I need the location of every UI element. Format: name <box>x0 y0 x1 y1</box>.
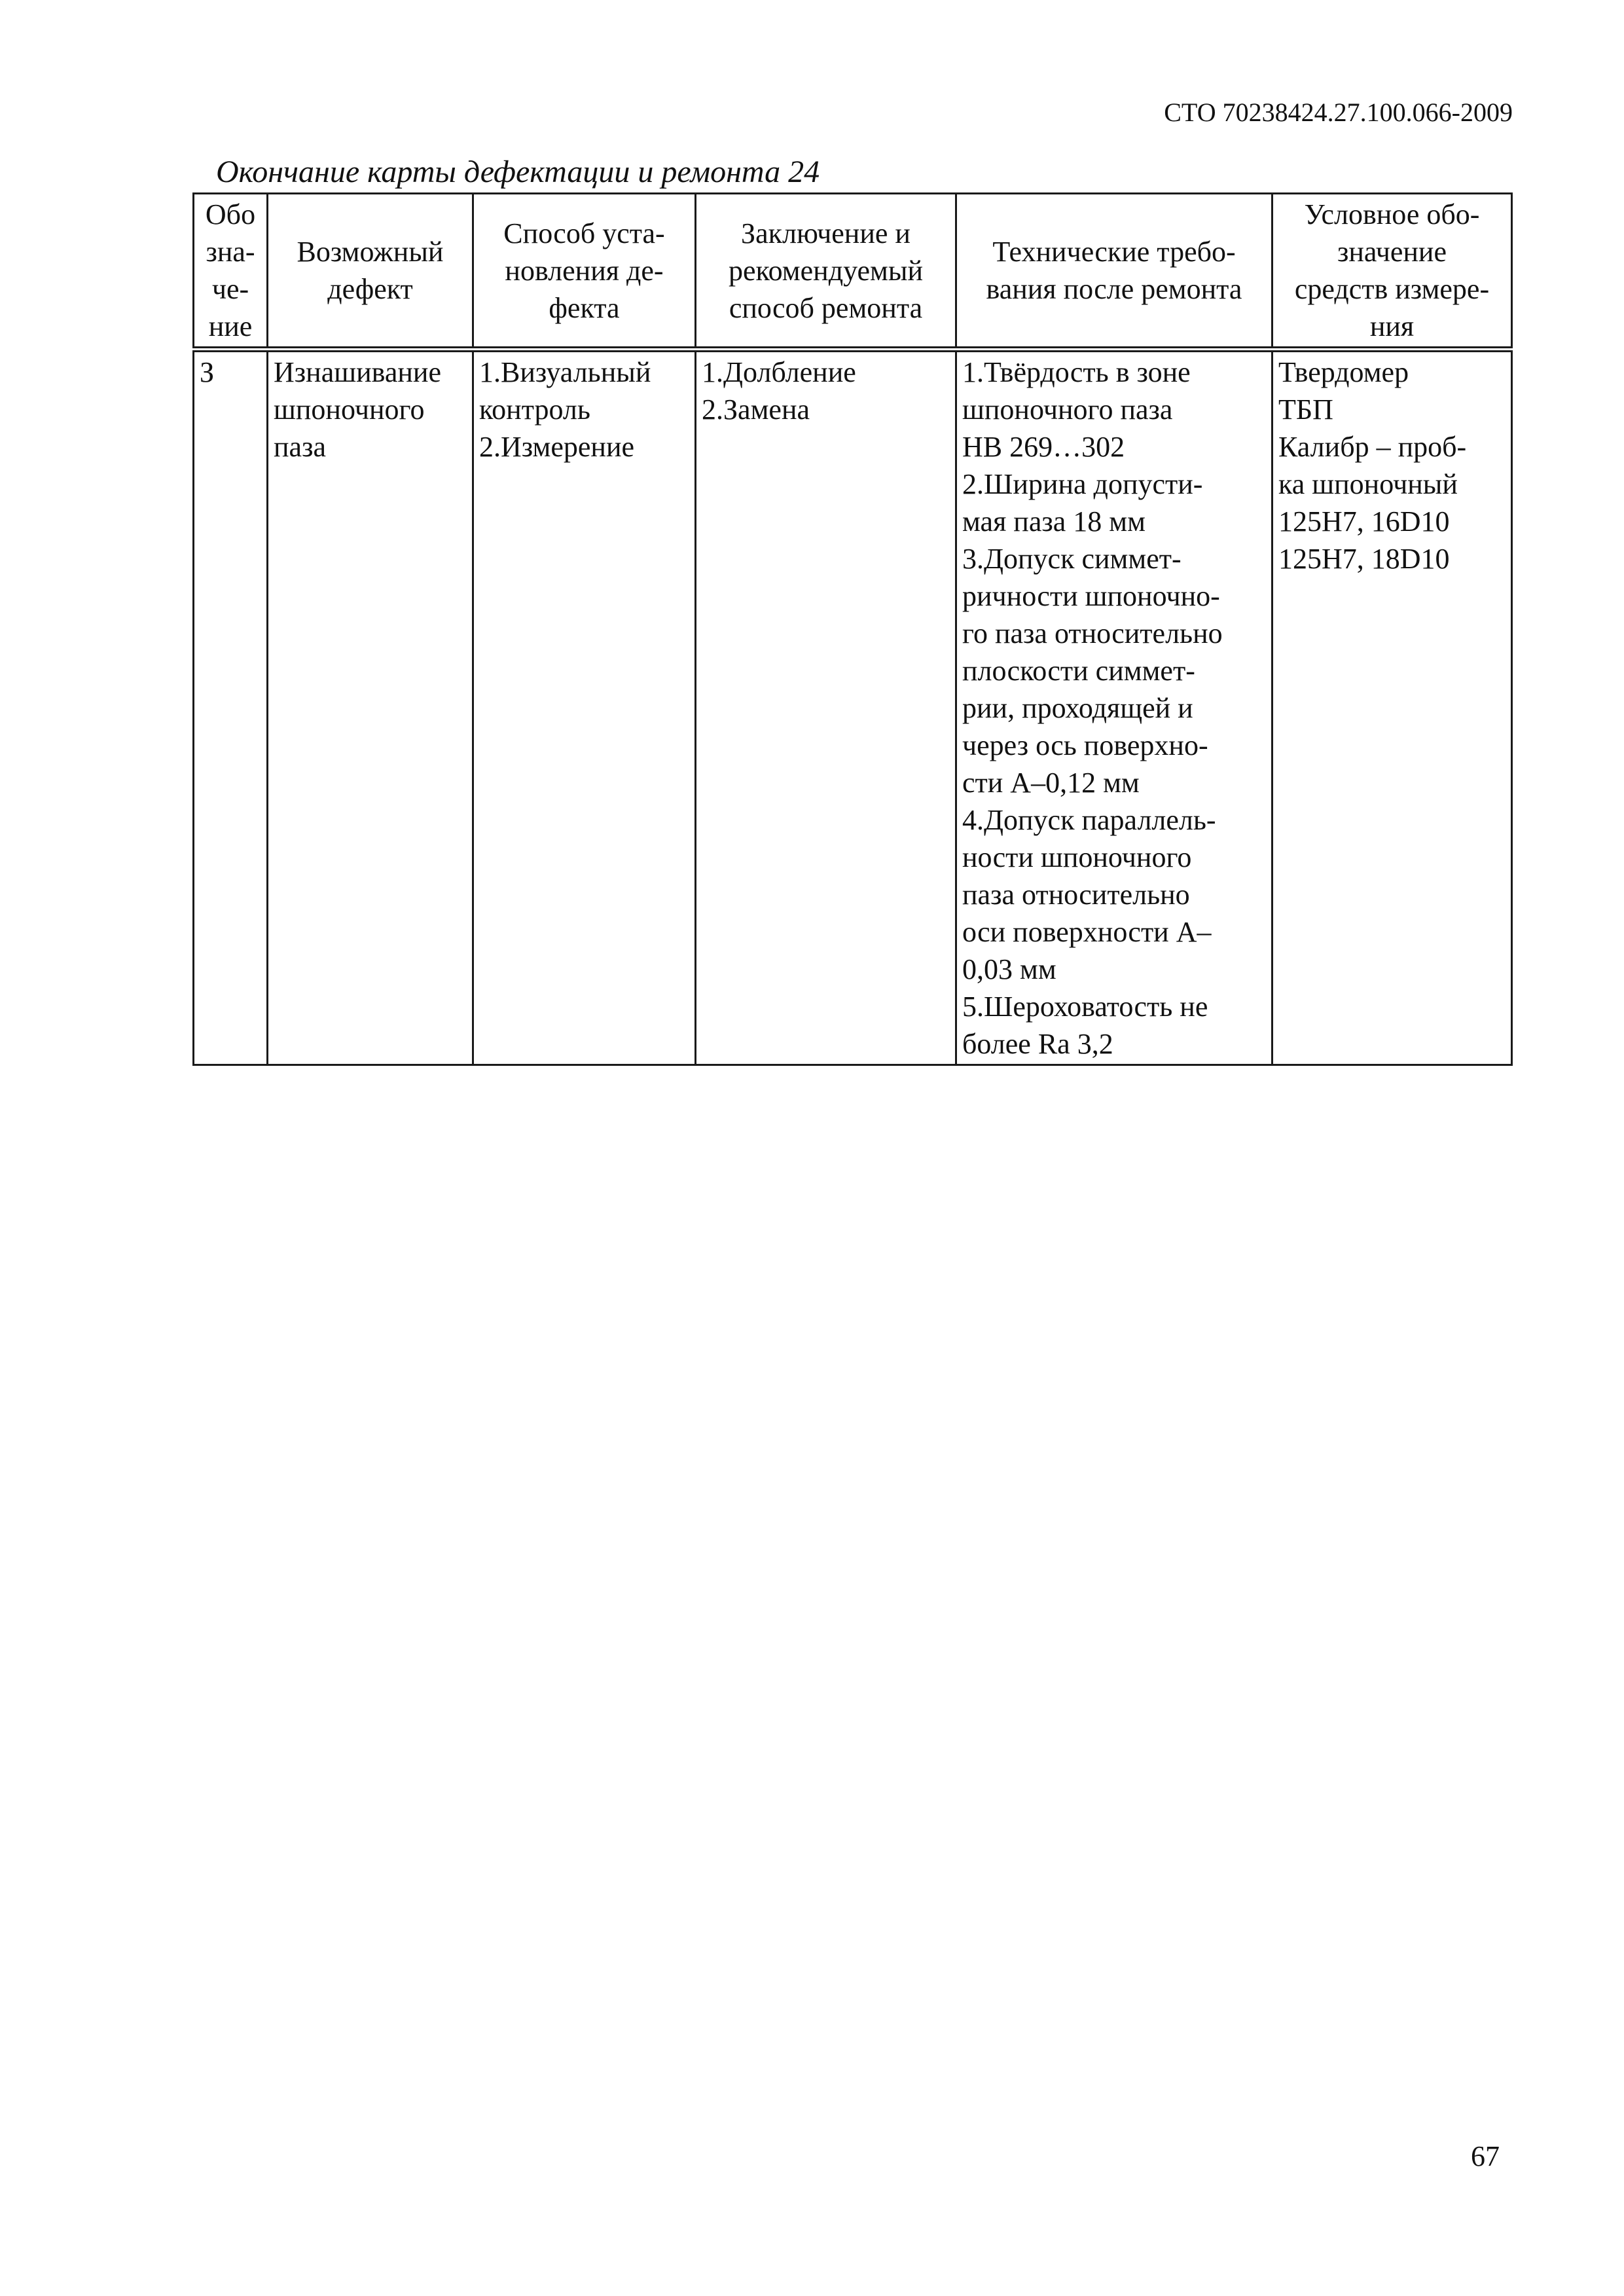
header-line: Возможный <box>297 236 444 268</box>
header-line: Заключение и <box>741 217 911 249</box>
header-line: новления де- <box>505 254 664 287</box>
header-line: ния <box>1369 310 1415 342</box>
column-header-repair-method <box>696 194 956 350</box>
cell-defect: Изнашивание шпоночного паза <box>268 350 473 1065</box>
table-header-row <box>194 194 1512 350</box>
header-line: Условное обо- <box>1304 198 1480 230</box>
header-line: Обо <box>205 198 256 230</box>
cell-requirements: 1.Твёрдость в зоне шпоночного паза HB 269…302 2.Ширина допусти- мая паза 18 мм 3.Допуск симмет- ричности шпоночно- го паза относительно плоскости симмет- рии, проходящей и через ось поверхно- сти А–0,12 мм 4.Допуск параллель- ности шпоночного паза относительно оси поверхности А– 0,03 мм 5.Шероховатость не более Ra 3,2 <box>956 350 1272 1065</box>
cell-repair-method: 1.Долбление 2.Замена <box>696 350 956 1065</box>
column-header-designation <box>194 194 268 350</box>
defect-repair-table <box>192 192 1513 1066</box>
column-header-detection-method <box>473 194 696 350</box>
header-line: значение <box>1337 236 1447 268</box>
page-number: 67 <box>1471 2140 1500 2172</box>
header-line: фекта <box>549 291 620 324</box>
header-line: че- <box>211 273 249 305</box>
header-line: вания после ремонта <box>986 273 1242 305</box>
header-line: средств измере- <box>1294 273 1490 305</box>
header-line: зна- <box>206 236 255 268</box>
header-line: рекомендуемый <box>728 254 924 287</box>
header-line: дефект <box>327 273 413 305</box>
column-header-defect <box>268 194 473 350</box>
header-line: ние <box>208 310 253 342</box>
column-header-measuring-tools <box>1272 194 1512 350</box>
cell-detection-method: 1.Визуальный контроль 2.Измерение <box>473 350 696 1065</box>
header-line: способ ремонта <box>729 291 923 324</box>
column-header-requirements <box>956 194 1272 350</box>
document-code: СТО 70238424.27.100.066-2009 <box>1164 98 1513 127</box>
table-caption: Окончание карты дефектации и ремонта 24 <box>216 155 820 189</box>
cell-measuring-tools: Твердомер ТБП Калибр – проб- ка шпоночный 125H7, 16D10 125H7, 18D10 <box>1272 350 1512 1065</box>
table-row <box>194 350 1512 1065</box>
header-line: Способ уста- <box>503 217 665 249</box>
header-line: Технические требо- <box>992 236 1236 268</box>
cell-designation: З <box>194 350 268 1065</box>
